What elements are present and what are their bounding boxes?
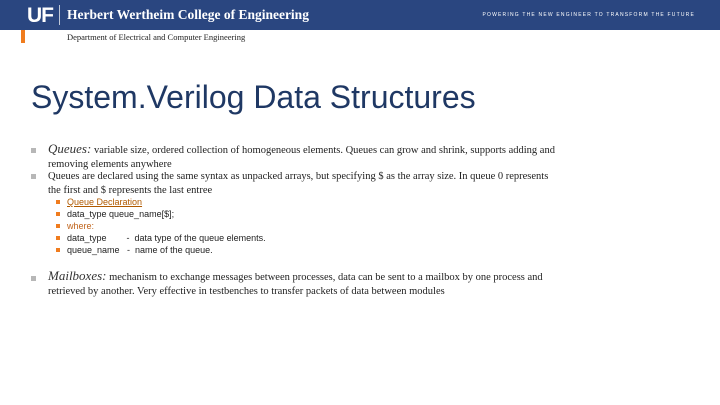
department-name: Department of Electrical and Computer Engineering: [67, 32, 246, 42]
bullet-icon: [31, 276, 36, 281]
sub-item-where: where:: [67, 221, 95, 231]
bullet-mailboxes: [48, 269, 688, 299]
bullet-term: Mailboxes:: [48, 268, 107, 283]
bullet-line: the first and $ represents the last entree: [48, 185, 213, 196]
sub-item-queue-name: queue_name - name of the queue.: [67, 245, 213, 255]
sub-item-data-type: data_type - data type of the queue elements.: [67, 233, 266, 243]
bullet-declaration: [48, 170, 668, 198]
header-divider: [59, 5, 60, 25]
sub-bullet-icon: [56, 224, 60, 228]
sub-bullet-icon: [56, 200, 60, 204]
header-tagline: POWERING THE NEW ENGINEER TO TRANSFORM THE FUTURE: [482, 12, 695, 18]
sub-bullet-icon: [56, 236, 60, 240]
bullet-line: variable size, ordered collection of homogeneous elements. Queues can grow and shrink, supports adding and: [91, 145, 555, 156]
bullet-icon: [31, 174, 36, 179]
bullet-line: retrieved by another. Very effective in testbenches to transfer packets of data between modules: [48, 286, 445, 297]
bullet-term: Queues:: [48, 141, 92, 156]
header-bar: [0, 0, 720, 30]
sub-item-syntax: data_type queue_name[$];: [67, 209, 175, 219]
college-name: Herbert Wertheim College of Engineering: [67, 7, 309, 22]
slide-title: System.Verilog Data Structures: [31, 79, 476, 115]
bullet-line: mechanism to exchange messages between processes, data can be sent to a mailbox by one process and: [106, 272, 543, 283]
sub-item-queue-declaration[interactable]: Queue Declaration: [67, 197, 143, 207]
uf-logo: UF: [27, 4, 53, 27]
bullet-line: Queues are declared using the same syntax as unpacked arrays, but specifying $ as the array size. In queue 0 represents: [48, 171, 549, 182]
sub-bullet-icon: [56, 248, 60, 252]
logo-accent-bar: [21, 30, 25, 43]
bullet-queues: [48, 142, 668, 172]
bullet-icon: [31, 148, 36, 153]
bullet-line: removing elements anywhere: [48, 159, 172, 170]
sub-bullet-icon: [56, 212, 60, 216]
